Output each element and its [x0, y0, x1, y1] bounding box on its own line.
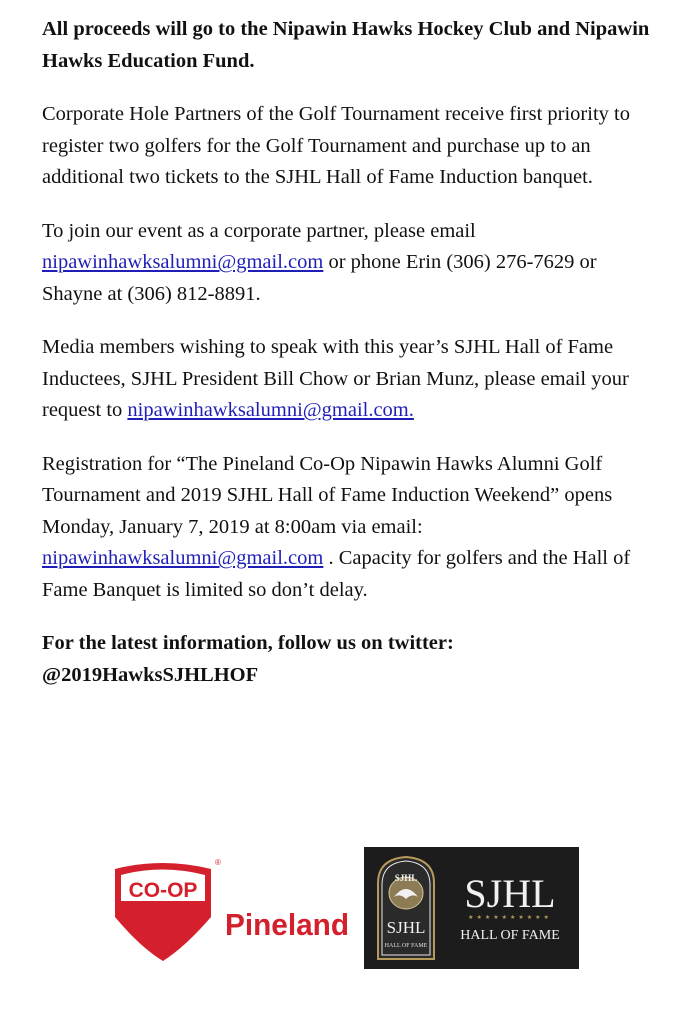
email-link[interactable]: nipawinhawksalumni@gmail.com — [42, 251, 324, 273]
twitter-text: For the latest information, follow us on twitter: — [42, 632, 454, 654]
registration-text: Registration for “The Pineland Co-Op Nipawin Hawks Alumni Golf Tournament and 2019 SJHL Hall of Fame Induction Weekend” opens Monday, January 7, 2019 at 8:00am via email: — [42, 452, 613, 538]
twitter-handle: @2019HawksSJHLHOF — [42, 663, 259, 686]
twitter-paragraph — [42, 628, 652, 691]
coop-pineland-text: Pineland — [225, 907, 349, 942]
proceeds-paragraph — [42, 14, 652, 77]
crest-arc-text: SJHL — [394, 873, 418, 883]
sjhl-subtitle-text: HALL OF FAME — [460, 928, 560, 943]
coop-badge-text: CO-OP — [128, 879, 198, 902]
document-body — [42, 14, 652, 713]
pineland-coop-logo — [107, 855, 352, 965]
media-paragraph — [42, 332, 652, 427]
corporate-partners-paragraph — [42, 99, 652, 194]
media-text: Media members wishing to speak with this year’s SJHL Hall of Fame Inductees, SJHL President Bill Chow or Brian Munz, please email your request to — [42, 336, 629, 421]
phone-text: or phone Erin (306) 276-7629 or Shayne at (306) 812-8891. — [42, 251, 597, 305]
stars-decoration: ★★★★★★★★★★ — [468, 914, 552, 921]
registration-email-link[interactable]: nipawinhawksalumni@gmail.com — [42, 547, 324, 569]
sponsor-logos — [0, 845, 676, 970]
crest-sub-text: HALL OF FAME — [384, 943, 428, 949]
sjhl-crest-icon — [378, 857, 434, 959]
join-event-text: To join our event as a corporate partner, please email — [42, 219, 476, 242]
coop-registered-mark: ® — [215, 858, 221, 867]
sjhl-title-text: SJHL — [464, 871, 556, 916]
registration-paragraph — [42, 449, 652, 607]
join-event-paragraph — [42, 216, 652, 311]
proceeds-text: All proceeds will go to the Nipawin Hawks Hockey Club and Nipawin Hawks Education Fund. — [42, 18, 650, 72]
corporate-partners-text: Corporate Hole Partners of the Golf Tournament receive first priority to register two golfers for the Golf Tournament and purchase up to an additional two tickets to the SJHL Hall of Fame Induction banquet. — [42, 103, 630, 188]
capacity-text: . Capacity for golfers and the Hall of Fame Banquet is limited so don’t delay. — [42, 547, 631, 601]
crest-main-text: SJHL — [386, 918, 426, 937]
media-email-link[interactable]: nipawinhawksalumni@gmail.com. — [127, 399, 414, 421]
sjhl-hall-of-fame-logo — [364, 847, 579, 969]
